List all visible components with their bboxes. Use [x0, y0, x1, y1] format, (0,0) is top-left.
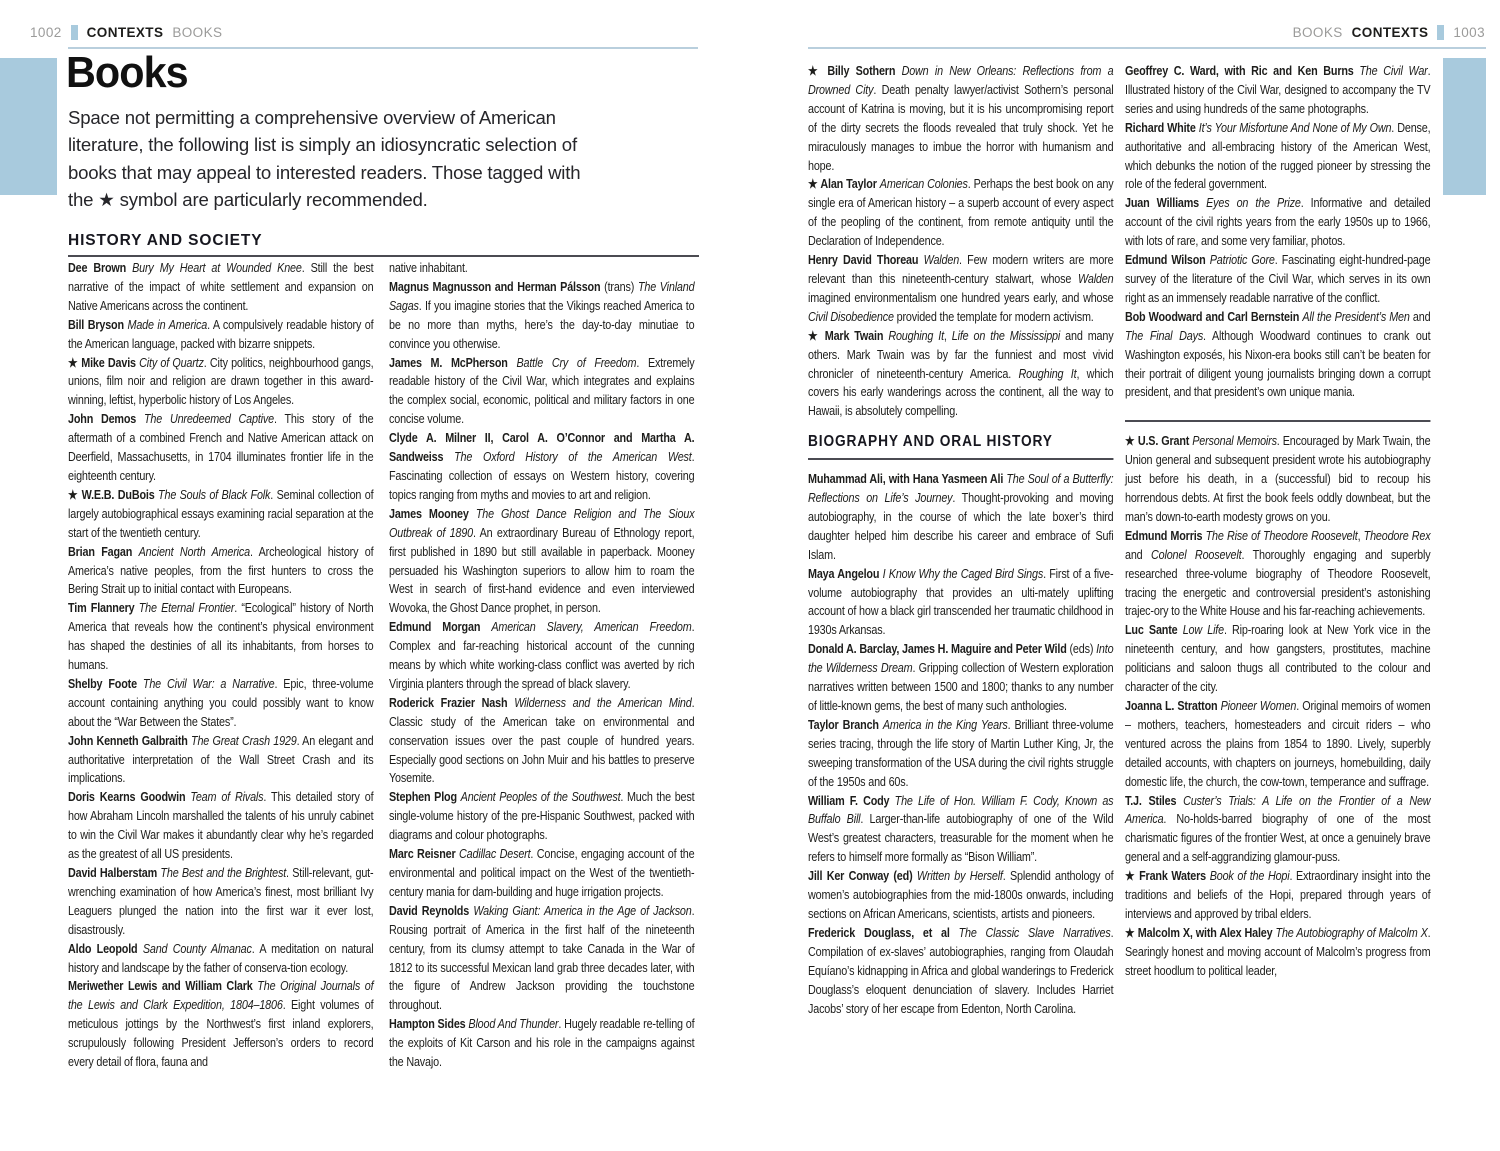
book-entry: ★ Frank Waters Book of the Hopi. Extraordinary insight into the traditions and beliefs of the Hopi, prepared through years of interviews and approved by tribal elders. — [1125, 869, 1431, 921]
left-page-column-2 — [389, 259, 745, 1072]
book-entry: James Mooney The Ghost Dance Religion and The Sioux Outbreak of 1890. An extraordinary Bureau of Ethnology report, first published in 1890 but still available in paperback. Mooney persuaded his Washington superiors to allow him to roam the West in search of first-hand evidence and even interviewed Wovoka, the Ghost Dance prophet, in person. — [389, 506, 695, 616]
book-entry: Geoffrey C. Ward, with Ric and Ken Burns The Civil War. Illustrated history of the Civil War, designed to accompany the TV series and using hundreds of the same photographs. — [1125, 64, 1431, 116]
book-entry: ★ Mike Davis City of Quartz. City politics, neighbourhood gangs, unions, film noir and religion are drawn together in this award-winning, leftist, hyperbolic history of Los Angeles. — [68, 355, 374, 408]
right-header-chapter: BOOKS — [1292, 25, 1343, 40]
right-page-column-2 — [1125, 62, 1481, 981]
book-entry: Doris Kearns Goodwin Team of Rivals. This detailed story of how Abraham Lincoln marshalled the talents of his unruly cabinet to win the Civil War makes it abundantly clear why he’s regarded as the greatest of all US presidents. — [68, 790, 374, 862]
chapter-intro: Space not permitting a comprehensive overview of American literature, the following list is simply an idiosyncratic selection of books that may appeal to interested readers. Those tagged with the ★ symbol are particularly recommended. — [68, 107, 581, 210]
section-rule-continuation — [1125, 420, 1430, 422]
book-entry: Edmund Morris The Rise of Theodore Roosevelt, Theodore Rex and Colonel Roosevelt. Thoroughly engaging and superbly researched three-volume biography of Theodore Roosevelt, tracing the energetic and controversial president’s astonishing trajec-ory to the White House and his far-reaching achievements. — [1125, 528, 1431, 619]
section-rule — [68, 255, 699, 257]
book-entry: David Halberstam The Best and the Brightest. Still-relevant, gut-wrenching examination of how America’s finest, most brilliant Ivy Leaguers plunged the nation into the first war it ever lost, disastrously. — [68, 866, 374, 937]
left-page-edge-bar — [0, 58, 57, 195]
book-entry: Hampton Sides Blood And Thunder. Hugely readable re-telling of the exploits of Kit Carson and his role in the campaigns against the Navajo. — [389, 1017, 695, 1070]
book-entry: John Kenneth Galbraith The Great Crash 1929. An elegant and authoritative interpretation of the Wall Street Crash and its implications. — [68, 733, 374, 786]
book-entry: Joanna L. Stratton Pioneer Women. Original memoirs of women – mothers, teachers, homesteaders and circuit riders – who ventured across the plains from 1854 to 1890. Lively, superbly detailed accounts, with chapters on journeys, homebuilding, daily domestic life, the church, the cow-town, temperance and suffrage. — [1125, 699, 1431, 789]
book-entry: ★ U.S. Grant Personal Memoirs. Encouraged by Mark Twain, the Union general and subsequent president wrote his autobiography just before his death, in a (successful) bid to recoup his horrendous debts. At first the book feels oddly downbeat, but the man’s down-to-earth modesty grows on you. — [1125, 434, 1431, 524]
section-rule — [808, 458, 1113, 460]
book-entry: William F. Cody The Life of Hon. William F. Cody, Known as Buffalo Bill. Larger-than-life autobiography of one of the Wild West’s greatest characters, treasurable for the moment when he refers to himself more formally as “Bison William”. — [808, 793, 1114, 865]
right-running-header — [808, 25, 1485, 40]
left-header-section: CONTEXTS — [86, 25, 164, 40]
book-entry: Dee Brown Bury My Heart at Wounded Knee. Still the best narrative of the impact of white settlement and expansion on Native Americans across the continent. — [68, 261, 374, 313]
book-entry: T.J. Stiles Custer’s Trials: A Life on the Frontier of a New America. No-holds-barred biography of one of the most charismatic figures of the frontier West, at once a genuinely brave general and a self-aggrandizing glamour-puss. — [1125, 793, 1431, 865]
right-page-column-1 — [808, 62, 1164, 1018]
book-entry: Bill Bryson Made in America. A compulsively readable history of the American language, packed with bizarre snippets. — [68, 317, 374, 351]
right-header-rule — [808, 47, 1486, 49]
book-entry: Edmund Wilson Patriotic Gore. Fascinating eight-hundred-page survey of the literature of the Civil War, which serves in its own right as an immensely readable narrative of the conflict. — [1125, 253, 1431, 305]
entry-list — [808, 470, 1113, 1018]
book-entry: ★ Malcolm X, with Alex Haley The Autobiography of Malcolm X. Searingly honest and moving account of Malcolm’s progress from street hoodlum to political leader, — [1125, 925, 1431, 978]
book-entry: Marc Reisner Cadillac Desert. Concise, engaging account of the environmental and political impact on the West of the twentieth-century mania for dam-building and huge irrigation projects. — [389, 847, 695, 899]
left-header-chapter: BOOKS — [172, 25, 223, 40]
book-entry: Richard White It’s Your Misfortune And None of My Own. Dense, authoritative and all-embracing history of the American West, which debunks the notion of the rugged pioneer by stressing the role of the federal government. — [1125, 120, 1431, 192]
book-entry: Meriwether Lewis and William Clark The Original Journals of the Lewis and Clark Expedition, 1804–1806. Eight volumes of meticulous jottings by the Northwest’s first inland explorers, scrupulously following President Jefferson’s orders to record every detail of flora, fauna and — [68, 979, 374, 1070]
book-entry: native inhabitant. — [389, 261, 468, 275]
book-entry: Luc Sante Low Life. Rip-roaring look at New York vice in the nineteenth century, and how gangsters, prostitutes, machine politicians and saloon thugs all contributed to the colour and character of the city. — [1125, 623, 1431, 695]
book-entry: Jill Ker Conway (ed) Written by Herself. Splendid anthology of women’s autobiographies from the mid-1800s onwards, including sections on African Americans, scientists, artists and pioneers. — [808, 869, 1114, 921]
right-header-section: CONTEXTS — [1351, 25, 1429, 40]
left-page-column-1 — [68, 259, 424, 1072]
book-entry: ★ Alan Taylor American Colonies. Perhaps the best book on any single era of American history – a superb account of every aspect of the peopling of the continent, from remote antiquity until the Declaration of Independence. — [808, 177, 1114, 249]
book-entry: ★ Billy Sothern Down in New Orleans: Reflections from a Drowned City. Death penalty lawyer/activist Sothern’s personal account of Katrina is moving, but it is his uncompromising report of the dirty secrets the floods revealed that truly shock. Yet he miraculously manages to imbue the horror with humanism and hope. — [808, 64, 1114, 173]
left-running-header — [30, 25, 222, 40]
book-entry: Muhammad Ali, with Hana Yasmeen Ali The Soul of a Butterfly: Reflections on Life’s Journey. Thought-provoking and moving autobiography, in the course of which the late boxer’s third daughter helped him describe his career and embrace of Sufi Islam. — [808, 472, 1114, 562]
book-entry: Shelby Foote The Civil War: a Narrative. Epic, three-volume account containing anything you could possibly want to know about the “War Between the States”. — [68, 676, 374, 729]
entry-list — [68, 259, 373, 1072]
section-title: HISTORY AND SOCIETY — [68, 232, 263, 249]
section-title-biography: BIOGRAPHY AND ORAL HISTORY — [808, 433, 1053, 451]
book-entry: Henry David Thoreau Walden. Few modern writers are more relevant than this nineteenth-century stalwart, whose Walden imagined environmentalism one hundred years early, and whose Civil Disobedience provided the template for modern activism. — [808, 253, 1114, 324]
column-content — [808, 62, 1113, 1018]
book-entry: ★ W.E.B. DuBois The Souls of Black Folk. Seminal collection of largely autobiographical essays examining racial separation at the start of the twentieth century. — [68, 487, 374, 540]
book-entry: Maya Angelou I Know Why the Caged Bird Sings. First of a five-volume autobiography that provides an ulti-mately uplifting account of how a black girl transcended her traumatic childhood in 1930s Arkansas. — [808, 566, 1114, 638]
left-page-number: 1002 — [30, 25, 62, 40]
book-entry: Frederick Douglass, et al The Classic Slave Narratives. Compilation of ex-slaves’ autobiographies, ranging from Olaudah Equíano’s kidnapping in Africa and global wanderings to Frederick Douglass’s eloquent denunciation of slavery. Includes Harriet Jacobs’ story of her escape from Edenton, North Carolina. — [808, 925, 1114, 1016]
blue-tick-icon — [71, 25, 78, 40]
entry-list — [808, 62, 1113, 421]
section-history-and-society — [68, 232, 699, 257]
book-entry: Juan Williams Eyes on the Prize. Informative and detailed account of the civil rights years from the early 1950s up to 1966, with lots of rare, and some very familiar, photos. — [1125, 196, 1431, 249]
book-entry: Tim Flannery The Eternal Frontier. “Ecological” history of North America that reveals how the continent’s physical environment has shaped the destinies of all its inhabitants, from horses to humans. — [68, 601, 374, 673]
book-entry: Edmund Morgan American Slavery, American Freedom. Complex and far-reaching historical account of the cunning means by which white working-class conflict was averted by rich Virginia planters through the spread of black slavery. — [389, 620, 695, 691]
book-entry: John Demos The Unredeemed Captive. This story of the aftermath of a combined French and Native American attack on Deerfield, Massachusetts, in 1704 illuminates frontier life in the eighteenth century. — [68, 412, 374, 483]
chapter-title: Books — [66, 48, 188, 97]
book-entry: Stephen Plog Ancient Peoples of the Southwest. Much the best single-volume history of the pre-Hispanic Southwest, packed with diagrams and colour photographs. — [389, 790, 695, 843]
right-page-number: 1003 — [1453, 25, 1485, 40]
book-entry: James M. McPherson Battle Cry of Freedom. Extremely readable history of the Civil War, which integrates and explains the complex social, economic, political and military factors in one concise volume. — [389, 355, 695, 427]
entry-list — [1125, 62, 1430, 402]
book-entry: Clyde A. Milner II, Carol A. O’Connor and Martha A. Sandweiss The Oxford History of the American West. Fascinating collection of essays on Western history, covering topics ranging from myths and movies to art and religion. — [389, 431, 695, 502]
book-entry: Brian Fagan Ancient North America. Archeological history of America’s native peoples, from the first hunters to cross the Bering Strait up to initial contact with Europeans. — [68, 544, 374, 597]
entry-list — [389, 259, 694, 1072]
book-entry: Aldo Leopold Sand County Almanac. A meditation on natural history and landscape by the father of conserva-tion ecology. — [68, 941, 374, 975]
column-content — [1125, 62, 1430, 981]
book-entry: ★ Mark Twain Roughing It, Life on the Mississippi and many others. Mark Twain was by far the funniest and most vivid chronicler of nineteenth-century America. Roughing It, which covers his early wanderings across the continent, all the way to Hawaii, is absolutely compelling. — [808, 328, 1114, 419]
book-entry: Donald A. Barclay, James H. Maguire and Peter Wild (eds) Into the Wilderness Dream. Gripping collection of Western exploration narratives written between 1500 and 1800; thanks to any number of little-known gems, the best of many such anthologies. — [808, 642, 1114, 713]
book-entry: Bob Woodward and Carl Bernstein All the President’s Men and The Final Days. Although Woodward continues to crank out Washington exposés, his Nixon-era books still can’t be beaten for their portrait of diligent young journalists bringing down a corrupt president, and that president’s own unique mania. — [1125, 309, 1431, 400]
book-entry: David Reynolds Waking Giant: America in the Age of Jackson. Rousing portrait of America in the first half of the nineteenth century, from its clumsy attempt to take Canada in the War of 1812 to its successful Mexican land grab three decades later, with the figure of Andrew Jackson providing the touchstone throughout. — [389, 903, 695, 1013]
book-entry: Taylor Branch America in the King Years. Brilliant three-volume series tracing, through the life story of Martin Luther King, Jr, the sweeping transformation of the USA during the civil rights struggle of the 1950s and 60s. — [808, 717, 1114, 789]
blue-tick-icon — [1437, 25, 1444, 40]
book-entry: Roderick Frazier Nash Wilderness and the American Mind. Classic study of the American take on environmental and conservation issues over the past couple of hundred years. Especially good sections on John Muir and his battles to preserve Yosemite. — [389, 695, 695, 786]
book-entry: Magnus Magnusson and Herman Pálsson (trans) The Vinland Sagas. If you imagine stories that the Vikings reached America to be no more than myths, here’s the day-to-day minutiae to convince you otherwise. — [389, 279, 695, 351]
entry-list — [1125, 432, 1430, 980]
